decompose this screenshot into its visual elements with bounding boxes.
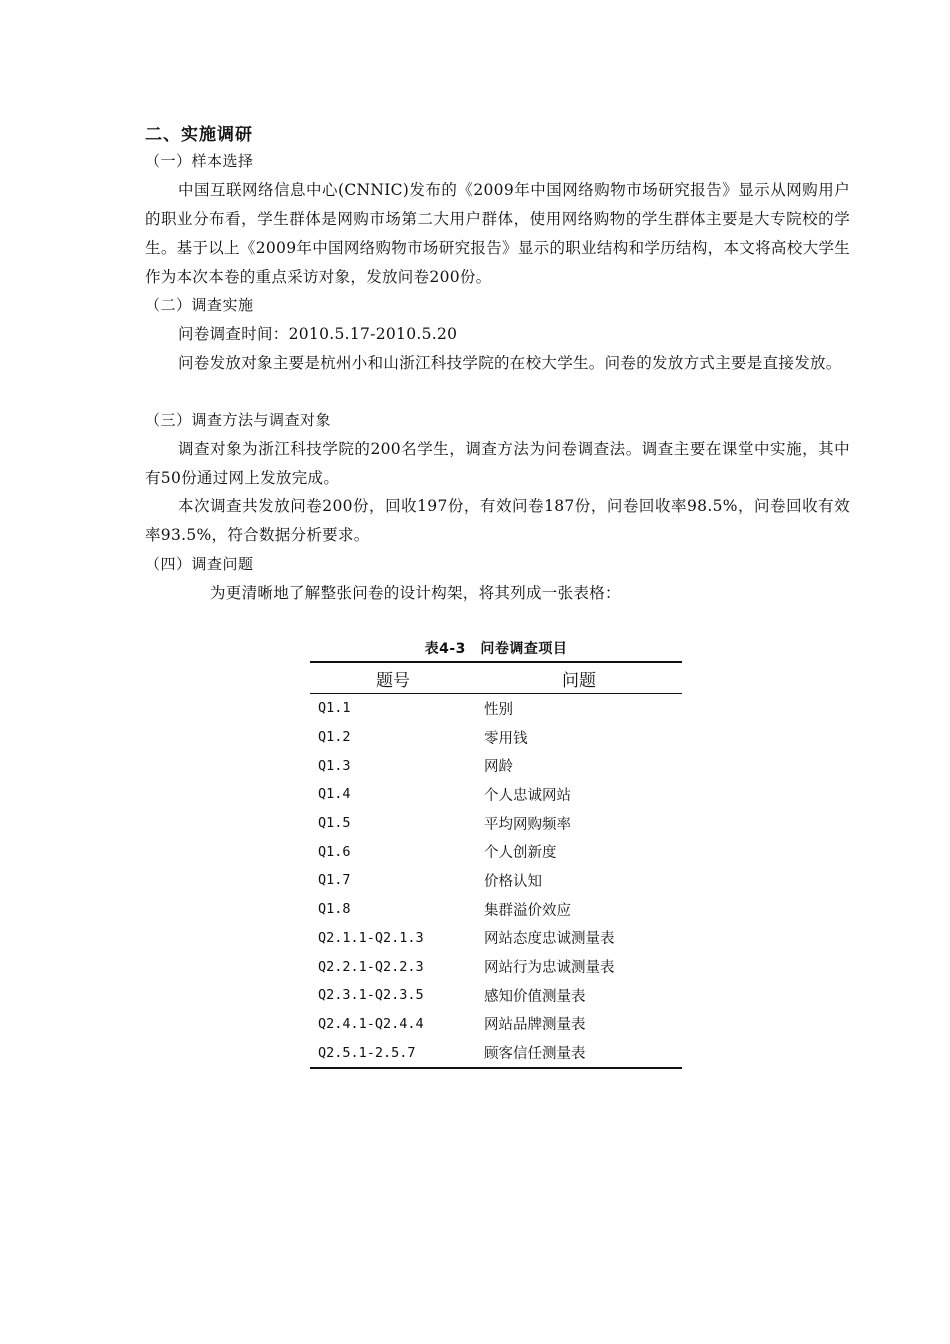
question-code-cell: Q1.2 (318, 729, 351, 746)
question-text-cell: 个人创新度 (484, 845, 557, 862)
column-header-question: 问题 (476, 662, 682, 694)
question-code-cell: Q2.1.1-Q2.1.3 (318, 929, 424, 946)
question-text-cell: 价格认知 (484, 873, 542, 890)
question-text-cell: 网站态度忠诚测量表 (484, 931, 615, 948)
question-code-cell: Q2.3.1-Q2.3.5 (318, 987, 424, 1004)
subsection-title-1: （一）样本选择 (145, 152, 254, 170)
question-text-cell: 网站品牌测量表 (484, 1017, 586, 1034)
table-row (310, 751, 682, 780)
question-text-cell: 零用钱 (484, 730, 528, 747)
paragraph-survey-target: 问卷发放对象主要是杭州小和山浙江科技学院的在校大学生。问卷的发放方式主要是直接发放。 (178, 354, 842, 372)
question-code-cell: Q1.6 (318, 843, 351, 860)
table-row (310, 866, 682, 895)
table-row (310, 952, 682, 981)
section-heading: 二、实施调研 (145, 125, 253, 145)
table-row (310, 1038, 682, 1068)
question-text-cell: 集群溢价效应 (484, 902, 571, 919)
question-text-cell: 网站行为忠诚测量表 (484, 960, 615, 977)
question-code-cell: Q1.4 (318, 786, 351, 803)
question-code-cell: Q2.5.1-2.5.7 (310, 1038, 476, 1068)
question-text-cell: 顾客信任测量表 (476, 1038, 682, 1068)
question-text-cell: 性别 (484, 701, 513, 718)
question-code-cell: Q1.1 (318, 700, 351, 717)
question-text-cell: 个人忠诚网站 (484, 787, 571, 804)
paragraph-sample-selection: 中国互联网络信息中心(CNNIC)发布的《2009年中国网络购物市场研究报告》显示从网购用户的职业分布看，学生群体是网购市场第二大用户群体，使用网络购物的学生群体主要是大专院校的学生。基于以上《2009年中国网络购物市场研究报告》显示的职业结构和学历结构，本文将高校大学生作为本次本卷的重点采访对象，发放问卷200份。 (145, 181, 850, 286)
subsection-title-2: （二）调查实施 (145, 296, 254, 314)
question-text-cell: 感知价值测量表 (484, 988, 586, 1005)
question-code-cell: Q2.4.1-Q2.4.4 (318, 1015, 424, 1032)
table-row (310, 895, 682, 924)
table-row (310, 780, 682, 809)
column-header-code: 题号 (310, 662, 476, 694)
question-code-cell: Q1.7 (318, 872, 351, 889)
table-row (310, 809, 682, 838)
table-row (310, 924, 682, 953)
questionnaire-table (310, 661, 682, 1069)
table-row (310, 694, 682, 723)
paragraph-survey-method: 调查对象为浙江科技学院的200名学生，调查方法为问卷调查法。调查主要在课堂中实施，其中有50份通过网上发放完成。 (145, 440, 850, 487)
paragraph-survey-time: 问卷调查时间：2010.5.17-2010.5.20 (178, 325, 458, 343)
question-code-cell: Q2.2.1-Q2.2.3 (318, 958, 424, 975)
table-row (310, 981, 682, 1010)
question-code-cell: Q1.8 (318, 901, 351, 918)
question-code-cell: Q1.5 (318, 815, 351, 832)
subsection-title-3: （三）调查方法与调查对象 (145, 411, 332, 429)
question-code-cell: Q1.3 (318, 757, 351, 774)
question-text-cell: 平均网购频率 (484, 816, 571, 833)
paragraph-survey-stats: 本次调查共发放问卷200份，回收197份，有效问卷187份，问卷回收率98.5%，问卷回收有效率93.5%，符合数据分析要求。 (145, 497, 850, 544)
table-caption: 表4-3 问卷调查项目 (424, 641, 568, 657)
table-row (310, 723, 682, 752)
paragraph-table-intro: 为更清晰地了解整张问卷的设计构架，将其列成一张表格： (210, 584, 621, 602)
subsection-title-4: （四）调查问题 (145, 555, 254, 573)
table-header-row (310, 662, 682, 694)
table-row (310, 1010, 682, 1039)
question-text-cell: 网龄 (484, 759, 513, 776)
table-row (310, 837, 682, 866)
